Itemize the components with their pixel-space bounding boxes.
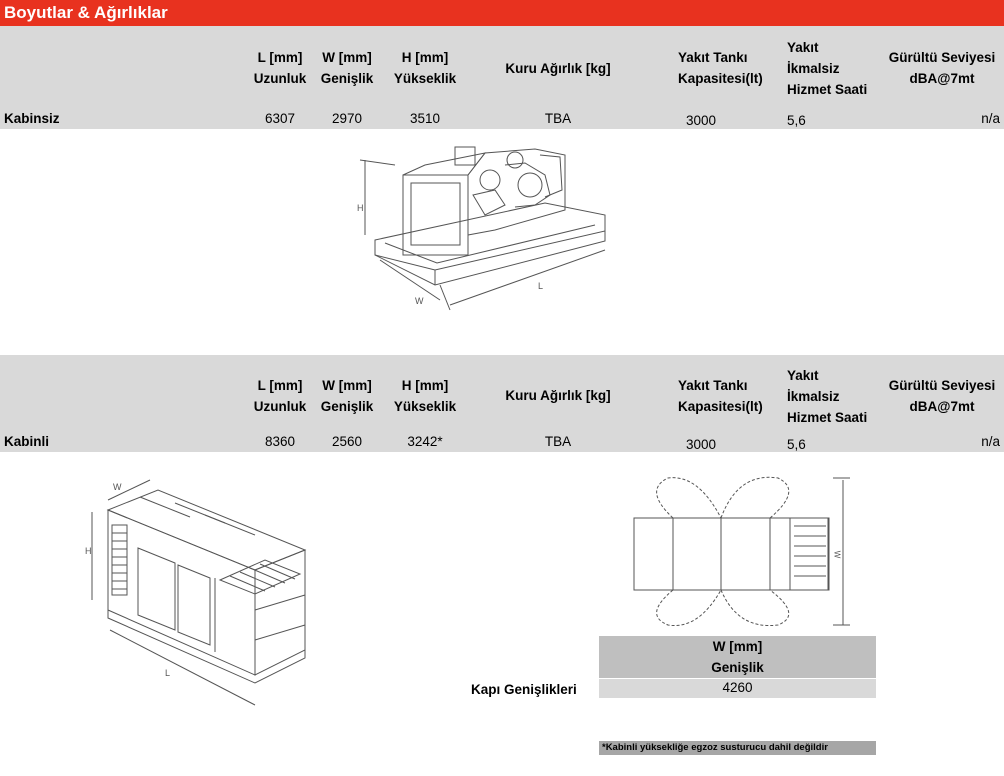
row1-fuel-hours: 5,6 [787, 113, 806, 128]
footnote: *Kabinli yüksekliğe egzoz susturucu dahil değildir [602, 742, 828, 753]
row1-weight: TBA [544, 111, 572, 126]
header-noise: Gürültü Seviyesi dBA@7mt [888, 50, 996, 86]
canopy-generator-drawing [80, 470, 320, 720]
header-noise-2: Gürültü Seviyesi dBA@7mt [888, 378, 996, 414]
row1-noise: n/a [981, 111, 1000, 126]
header-width: W [mm] Genişlik [320, 50, 374, 86]
row-label-kabinsiz: Kabinsiz [4, 111, 60, 126]
header-height: H [mm] Yükseklik [393, 50, 457, 86]
header-dry-weight-2: Kuru Ağırlık [kg] [505, 388, 611, 403]
door-widths-label: Kapı Genişlikleri [471, 682, 577, 697]
dim-label-l1: L [538, 281, 544, 291]
row2-weight: TBA [544, 434, 572, 449]
dim-label-l2: L [165, 668, 171, 678]
dim-label-h1: H [357, 203, 364, 213]
header-width-2: W [mm] Genişlik [320, 378, 374, 414]
header-length: L [mm] Uzunluk [253, 50, 307, 86]
page-title: Boyutlar & Ağırlıklar [4, 3, 168, 22]
dim-label-w1: W [415, 296, 424, 306]
row2-fuel-hours: 5,6 [787, 437, 806, 452]
header-fuel-hours: Yakıt İkmalsiz Hizmet Saati [787, 40, 868, 97]
row2-length: 8360 [264, 434, 296, 449]
open-generator-drawing [355, 135, 620, 330]
header-length-2: L [mm] Uzunluk [253, 378, 307, 414]
row1-width: 2970 [331, 111, 363, 126]
door-width-value: 4260 [722, 680, 753, 695]
door-table-header: W [mm] Genişlik [711, 639, 764, 675]
header-dry-weight: Kuru Ağırlık [kg] [505, 61, 611, 76]
row2-tank: 3000 [686, 437, 717, 452]
door-swing-drawing [628, 470, 858, 630]
header-height-2: H [mm] Yükseklik [393, 378, 457, 414]
row1-height: 3510 [409, 111, 441, 126]
row1-length: 6307 [264, 111, 296, 126]
dim-label-h2: H [85, 546, 92, 556]
dim-label-w2: W [113, 482, 122, 492]
row2-noise: n/a [981, 434, 1000, 449]
row-label-kabinli: Kabinli [4, 434, 50, 449]
row1-tank: 3000 [686, 113, 717, 128]
dim-label-w3: W [832, 550, 842, 559]
header-tank-2: Yakıt Tankı Kapasitesi(lt) [678, 378, 763, 414]
header-fuel-hours-2: Yakıt İkmalsiz Hizmet Saati [787, 368, 868, 425]
row2-height: 3242* [407, 434, 443, 449]
row2-width: 2560 [331, 434, 363, 449]
header-tank: Yakıt Tankı Kapasitesi(lt) [678, 50, 763, 86]
